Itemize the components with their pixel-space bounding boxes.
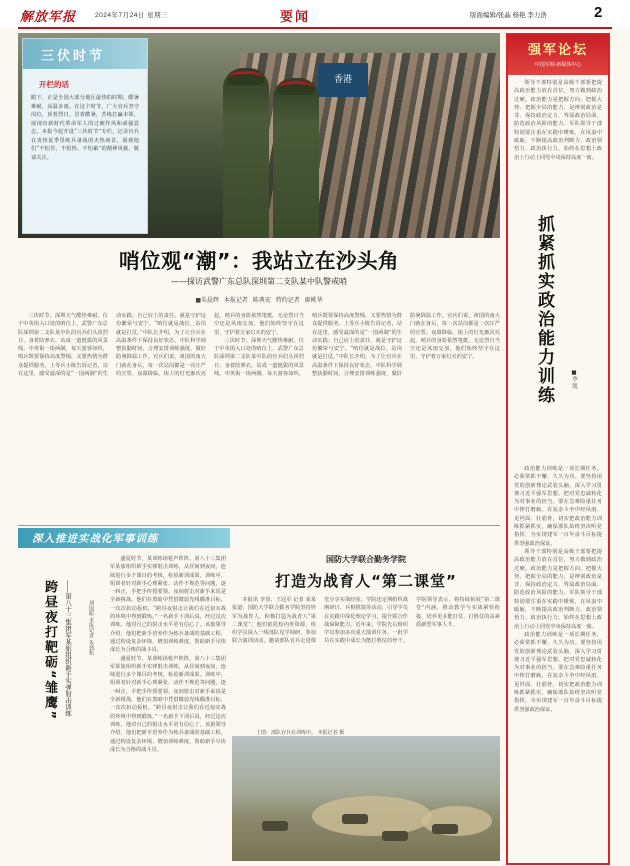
photo-signboard: 香港	[318, 63, 368, 97]
tank-photo	[232, 736, 500, 861]
ndu-headline: 打造为战育人“第二课堂”	[275, 572, 457, 590]
masthead	[0, 0, 630, 28]
newspaper-logo: 解放军报	[20, 10, 77, 25]
vertical-subhead: ——第八十三集团军某旅组织新手实弹射击训练	[64, 580, 72, 717]
photo-tank-1	[262, 821, 288, 831]
ndu-article-text: 本报讯 李贤、王冠军 记者 某某报道：国防大学联合勤务学院坚持姓军为战育人，积极打造为战育人“第二课堂”。他们依托校内外资源，组织学员深入一线部队见学调研，参加联合演训活动，邀请部队官兵走进课堂分享实战经验。学院还定期组织战例研讨、兵棋推演等活动，引导学员在实践中深化理论学习，提升联合作战保障能力。近年来，学院先后组织学员参加多次重大演训任务，一批学员在实践中成长为能打胜仗的骨干。学院领导表示，将持续拓展“第二课堂”内涵，推动教学与实战紧密衔接，培养更多能打仗、打胜仗的高素质新型军事人才。	[232, 597, 500, 645]
photo-dust-1	[312, 796, 432, 836]
issue-date: 2024年7月24日 星期三	[95, 12, 169, 19]
photo-tank-3	[432, 824, 458, 834]
commentary-author: ■李 凯	[571, 370, 577, 389]
photo-tank-4	[382, 831, 408, 841]
photo-soldier-1	[223, 68, 269, 238]
training-article-body	[110, 555, 226, 860]
sanfu-header	[23, 39, 147, 69]
article-byline: ■朱晨辉 本报记者 陈典宏 特约记者 廖桃华	[195, 297, 323, 304]
masthead-rule	[18, 27, 612, 29]
commentary-column	[506, 33, 610, 865]
section-divider	[18, 525, 500, 526]
sanfu-subtitle: 开栏的话	[39, 80, 69, 89]
article-body	[18, 312, 500, 517]
photo-soldier-cap-2	[278, 81, 314, 95]
training-banner	[18, 528, 230, 548]
photo-soldier-cap-1	[228, 71, 264, 85]
vertical-headline: 跨昼夜打靶砺“雏鹰”	[42, 580, 57, 722]
commentary-title: 强军论坛	[527, 43, 588, 58]
commentary-site: 中国军网·新媒体中心	[534, 62, 582, 68]
page-editors: 版面编辑/张晶 杨艳 李力浩	[470, 12, 547, 19]
article-headline: 哨位观“潮”：我站立在沙头角	[119, 249, 399, 273]
training-banner-text: 深入推进实战化军事训练	[32, 533, 159, 545]
sanfu-body: 眼下，正是全国大部分地区最热的时期，酷暑难耐，高温多雨。在这个时节，广大官兵坚守岗位，顶着烈日、冒着酷暑，苦练打赢本领，展现出新时代革命军人的过硬作风和顽强意志。本报今起开设“三伏时节”专栏，记录官兵在炎热夏季里练兵备战的火热场景，展现他们“不怕苦、不怕热、不怕累”的精神风貌，敬请关注。	[31, 95, 139, 161]
photo-soldier-2	[273, 78, 319, 238]
commentary-text-bottom: 政治能力训练是一项长期任务，必须常抓不懈、久久为功。要坚持用党的创新理论武装头脑，深入学习贯彻习近平强军思想，把对党忠诚转化为对事业的担当。要在急难险重任务中摔打磨砺，在复杂斗争中经风雨、见世面、壮筋骨，切实把政治能力训练抓紧抓实，确保部队始终坚决听党指挥，为实现建军一百年奋斗目标提供坚强政治保证。	[514, 466, 602, 547]
commentary-text-top-repeat: 领导干部特别是高级干部要把提高政治能力放在首位，努力做到政治过硬。政治能力是把握方向、把握大势、把握全局的能力，是辨别政治是非、保持政治定力、驾驭政治局面、防范政治风险的能力。军队领导干部特别要注重在实践中锤炼，在风浪中砥砺，不断提高政治判断力、政治领悟力、政治执行力，始终在思想上政治上行动上同党中央保持高度一致。	[514, 548, 602, 630]
sanfu-column	[22, 38, 148, 234]
photo-caption: 上图：部队官兵在训练中。 本报记者 摄	[256, 730, 345, 736]
commentary-vertical-title: 抓紧抓实政治能力训练	[534, 215, 554, 405]
vertical-byline: 刘国振 本报记者 朱劲松	[88, 600, 94, 656]
training-article-text-cont: 盛夏时节，某训练场枪声阵阵。第八十三集团军某旅组织新手实弹射击训练，从昼间到夜间，连续进行多个课目的考核，检验新训成果。训练中，组训者针对新手心理紧张、动作不规范等问题，逐一纠正，手把手传授要领。夜间射击对新手来说是全新挑战，他们在黑暗中凭借微弱光线瞄准目标，一次次扣动扳机。“跨昼夜射击让我们在近似实战的环境中得到锻炼。”一名新手下训后说，经过这次训练，他对自己的射击水平更有信心了。该旅领导介绍，他们把新手培养作为练兵备战的基础工程，通过构设复杂环境、增加训练难度，帮助新手尽快成长为合格的战斗员。	[110, 655, 226, 753]
commentary-body-top	[514, 79, 602, 209]
ndu-org: 国防大学联合勤务学院	[326, 555, 406, 564]
page-number: 2	[594, 4, 603, 21]
article-text-cont: 三伏时节，深圳天气酷热难耐。位于中英街入口处的哨位上，武警广东总队深圳第二支队某中队的官兵们头顶烈日、身着防弹衣，站成一道挺拔的风景线。中英街一街两制，每天游客如织，哨兵既要保持高度警惕，又要热情为群众提供服务。上等兵小陈告诉记者，站在这里，感受最深的是“一国两制”的生动实践；自己肩上的责任，就是守护这份繁荣与安宁。“哨位就是战位，站岗就是打仗。”中队长介绍，为了让官兵在高温条件下保持良好状态，中队科学调整执勤时间，合理安排训练强度，做好防暑降温工作。官兵们说，祖国的南大门就在身后，每一次站岗都是一次庄严的宣誓。夜幕降临，街上的灯光渐次亮起，哨兵的身影依然笔挺。无论烈日当空还是风雨交加，他们始终坚守在这里，守护着万家灯火的安宁。	[214, 313, 500, 378]
commentary-text-bottom-repeat: 政治能力训练是一项长期任务，必须常抓不懈、久久为功。要坚持用党的创新理论武装头脑，深入学习贯彻习近平强军思想，把对党忠诚转化为对事业的担当。要在急难险重任务中摔打磨砺，在复杂斗争中经风雨、见世面、壮筋骨，切实把政治能力训练抓紧抓实，确保部队始终坚决听党指挥，为实现建军一百年奋斗目标提供坚强政治保证。	[514, 631, 602, 713]
photo-tank-2	[342, 814, 368, 824]
article-subhead: ——探访武警广东总队深圳第二支队某中队警戒哨	[171, 277, 347, 286]
commentary-header	[508, 35, 608, 75]
section-title: 要闻	[280, 10, 311, 25]
commentary-text-top: 领导干部特别是高级干部要把提高政治能力放在首位，努力做到政治过硬。政治能力是把握方向、把握大势、把握全局的能力，是辨别政治是非、保持政治定力、驾驭政治局面、防范政治风险的能力。军队领导干部特别要注重在实践中锤炼，在风浪中砥砺，不断提高政治判断力、政治领悟力、政治执行力，始终在思想上政治上行动上同党中央保持高度一致。	[514, 80, 602, 161]
ndu-article-body	[232, 596, 500, 726]
article-text: 三伏时节，深圳天气酷热难耐。位于中英街入口处的哨位上，武警广东总队深圳第二支队某中队的官兵们头顶烈日、身着防弹衣，站成一道挺拔的风景线。中英街一街两制，每天游客如织，哨兵既要保持高度警惕，又要热情为群众提供服务。上等兵小陈告诉记者，站在这里，感受最深的是“一国两制”的生动实践；自己肩上的责任，就是守护这份繁荣与安宁。“哨位就是战位，站岗就是打仗。”中队长介绍，为了让官兵在高温条件下保持良好状态，中队科学调整执勤时间，合理安排训练强度，做好防暑降温工作。官兵们说，祖国的南大门就在身后，每一次站岗都是一次庄严的宣誓。夜幕降临，街上的灯光渐次亮起，哨兵的身影依然笔挺。无论烈日当空还是风雨交加，他们始终坚守在这里，守护着万家灯火的安宁。	[18, 313, 304, 378]
training-article-text: 盛夏时节，某训练场枪声阵阵。第八十三集团军某旅组织新手实弹射击训练，从昼间到夜间，连续进行多个课目的考核，检验新训成果。训练中，组训者针对新手心理紧张、动作不规范等问题，逐一纠正，手把手传授要领。夜间射击对新手来说是全新挑战，他们在黑暗中凭借微弱光线瞄准目标，一次次扣动扳机。“跨昼夜射击让我们在近似实战的环境中得到锻炼。”一名新手下训后说，经过这次训练，他对自己的射击水平更有信心了。该旅领导介绍，他们把新手培养作为练兵备战的基础工程，通过构设复杂环境、增加训练难度，帮助新手尽快成长为合格的战斗员。	[110, 556, 226, 654]
commentary-body-bottom	[514, 465, 602, 860]
sanfu-title: 三伏时节	[41, 48, 106, 64]
